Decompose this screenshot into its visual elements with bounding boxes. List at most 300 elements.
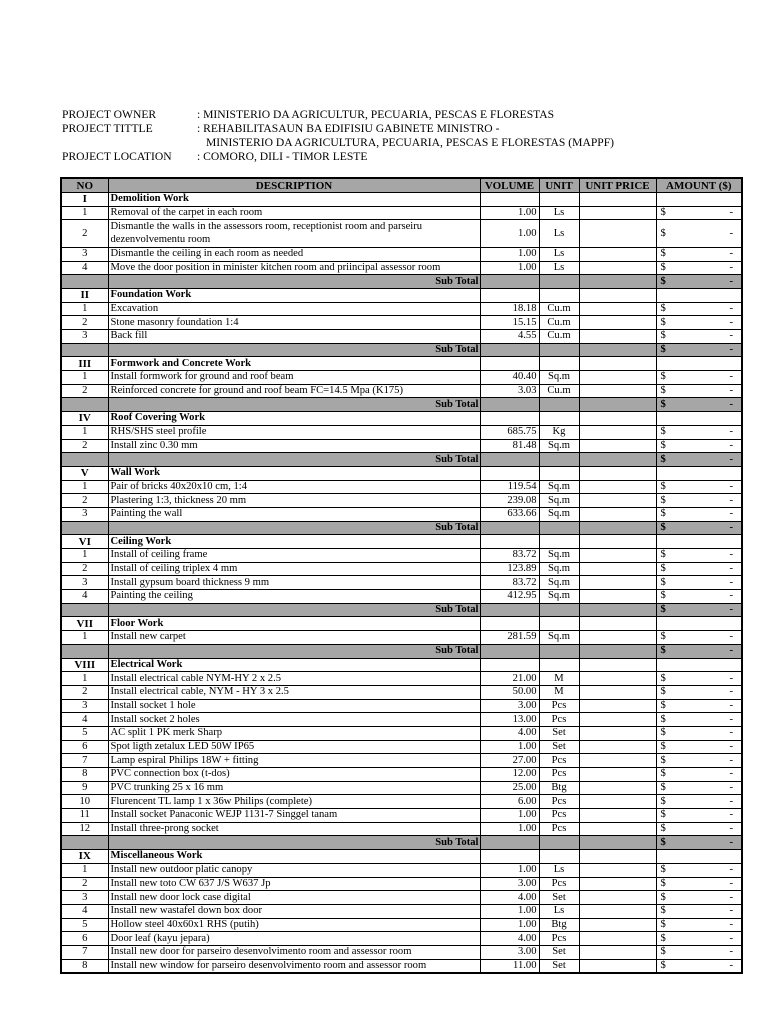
amount-cell xyxy=(656,658,742,672)
section-number: I xyxy=(61,193,108,207)
subtotal-unit xyxy=(539,836,579,850)
item-description: Pair of bricks 40x20x10 cm, 1:4 xyxy=(108,480,480,494)
currency-symbol: $ xyxy=(660,631,666,643)
amount-cell xyxy=(656,672,742,686)
currency-symbol: $ xyxy=(660,932,666,944)
table-row xyxy=(61,494,742,508)
item-number: 7 xyxy=(61,945,108,959)
item-description: Lamp espiral Philips 18W + fitting xyxy=(108,754,480,768)
amount-cell xyxy=(656,562,742,576)
amount-cell xyxy=(656,850,742,864)
amount-value xyxy=(659,344,740,356)
item-unit: M xyxy=(539,672,579,686)
table-row xyxy=(61,425,742,439)
item-description: Spot ligth zetalux LED 50W IP65 xyxy=(108,740,480,754)
item-volume: 1.00 xyxy=(480,261,539,275)
amount-dash: - xyxy=(729,227,733,239)
subtotal-row xyxy=(61,275,742,289)
amount-value xyxy=(659,522,740,534)
amount-value xyxy=(659,228,740,240)
amount-cell xyxy=(656,521,742,535)
amount-dash: - xyxy=(729,398,733,410)
item-number: 6 xyxy=(61,740,108,754)
table-row xyxy=(61,713,742,727)
item-description: Install electrical cable NYM-HY 2 x 2.5 xyxy=(108,672,480,686)
item-volume: 6.00 xyxy=(480,795,539,809)
amount-dash: - xyxy=(729,275,733,287)
table-row xyxy=(61,685,742,699)
subtotal-label: Sub Total xyxy=(108,644,480,658)
item-description: Stone masonry foundation 1:4 xyxy=(108,316,480,330)
item-number: 12 xyxy=(61,822,108,836)
amount-value xyxy=(659,686,740,698)
amount-dash: - xyxy=(729,864,733,876)
item-volume: 3.03 xyxy=(480,384,539,398)
amount-value xyxy=(659,796,740,808)
amount-cell xyxy=(656,220,742,248)
item-unit: Sq.m xyxy=(539,507,579,521)
item-unit: Pcs xyxy=(539,795,579,809)
subtotal-number xyxy=(61,343,108,357)
amount-cell xyxy=(656,480,742,494)
item-volume: 1.00 xyxy=(480,863,539,877)
item-unit-price xyxy=(579,439,656,453)
item-description: Painting the wall xyxy=(108,507,480,521)
amount-dash: - xyxy=(729,809,733,821)
amount-value xyxy=(659,276,740,288)
item-unit-price xyxy=(579,699,656,713)
table-row xyxy=(61,877,742,891)
currency-symbol: $ xyxy=(660,918,666,930)
item-description: Install new toto CW 637 J/S W637 Jp xyxy=(108,877,480,891)
subtotal-unit-price xyxy=(579,343,656,357)
amount-dash: - xyxy=(729,480,733,492)
currency-symbol: $ xyxy=(660,371,666,383)
table-row xyxy=(61,781,742,795)
section-row xyxy=(61,288,742,302)
currency-symbol: $ xyxy=(660,302,666,314)
table-row xyxy=(61,822,742,836)
amount-value xyxy=(659,809,740,821)
subtotal-volume xyxy=(480,275,539,289)
unit-cell xyxy=(539,658,579,672)
item-volume: 83.72 xyxy=(480,576,539,590)
currency-symbol: $ xyxy=(660,768,666,780)
amount-cell xyxy=(656,206,742,220)
section-title: Floor Work xyxy=(108,617,480,631)
item-volume: 50.00 xyxy=(480,685,539,699)
item-volume: 21.00 xyxy=(480,672,539,686)
item-description: Install socket 2 holes xyxy=(108,713,480,727)
amount-cell xyxy=(656,740,742,754)
project-owner-row xyxy=(62,108,614,122)
table-row xyxy=(61,809,742,823)
section-title: Ceiling Work xyxy=(108,535,480,549)
volume-cell xyxy=(480,288,539,302)
item-description: Back fill xyxy=(108,330,480,344)
item-number: 1 xyxy=(61,480,108,494)
table-row xyxy=(61,699,742,713)
item-number: 1 xyxy=(61,302,108,316)
item-number: 5 xyxy=(61,726,108,740)
table-row xyxy=(61,206,742,220)
table-row xyxy=(61,959,742,973)
item-number: 1 xyxy=(61,371,108,385)
subtotal-label: Sub Total xyxy=(108,453,480,467)
amount-cell xyxy=(656,959,742,973)
table-row xyxy=(61,261,742,275)
currency-symbol: $ xyxy=(660,782,666,794)
amount-cell xyxy=(656,822,742,836)
item-volume: 123.89 xyxy=(480,562,539,576)
amount-dash: - xyxy=(729,604,733,616)
item-unit-price xyxy=(579,822,656,836)
item-description: Install new carpet xyxy=(108,631,480,645)
table-body xyxy=(61,193,742,974)
amount-value xyxy=(659,440,740,452)
item-unit: Sq.m xyxy=(539,439,579,453)
amount-dash: - xyxy=(729,302,733,314)
unit-price-cell xyxy=(579,535,656,549)
amount-dash: - xyxy=(729,248,733,260)
amount-cell xyxy=(656,836,742,850)
subtotal-unit xyxy=(539,453,579,467)
subtotal-unit xyxy=(539,398,579,412)
table-row xyxy=(61,371,742,385)
amount-cell xyxy=(656,330,742,344)
amount-value xyxy=(659,768,740,780)
item-volume: 12.00 xyxy=(480,768,539,782)
item-number: 2 xyxy=(61,384,108,398)
item-description: Install socket Panaconic WEJP 1131-7 Singgel tanam xyxy=(108,809,480,823)
item-unit-price xyxy=(579,507,656,521)
item-unit-price xyxy=(579,371,656,385)
item-number: 7 xyxy=(61,754,108,768)
table-row xyxy=(61,247,742,261)
subtotal-row xyxy=(61,603,742,617)
amount-value xyxy=(659,673,740,685)
unit-cell xyxy=(539,193,579,207)
section-number: IV xyxy=(61,412,108,426)
amount-value xyxy=(659,741,740,753)
volume-cell xyxy=(480,357,539,371)
subtotal-volume xyxy=(480,603,539,617)
amount-value xyxy=(659,878,740,890)
item-unit-price xyxy=(579,863,656,877)
item-volume: 83.72 xyxy=(480,549,539,563)
subtotal-number xyxy=(61,603,108,617)
amount-dash: - xyxy=(729,823,733,835)
item-description: Door leaf (kayu jepara) xyxy=(108,932,480,946)
amount-dash: - xyxy=(729,713,733,725)
amount-cell xyxy=(656,590,742,604)
item-description: Install of ceiling frame xyxy=(108,549,480,563)
item-volume: 3.00 xyxy=(480,945,539,959)
currency-symbol: $ xyxy=(660,261,666,273)
table-row xyxy=(61,549,742,563)
unit-price-cell xyxy=(579,288,656,302)
subtotal-unit-price xyxy=(579,603,656,617)
amount-cell xyxy=(656,384,742,398)
item-unit-price xyxy=(579,672,656,686)
amount-dash: - xyxy=(729,371,733,383)
header-amount: AMOUNT ($) xyxy=(656,178,742,193)
amount-cell xyxy=(656,439,742,453)
amount-dash: - xyxy=(729,877,733,889)
project-info xyxy=(62,108,614,164)
subtotal-unit xyxy=(539,275,579,289)
item-unit-price xyxy=(579,220,656,248)
item-unit-price xyxy=(579,590,656,604)
amount-value xyxy=(659,563,740,575)
amount-cell xyxy=(656,576,742,590)
item-number: 8 xyxy=(61,768,108,782)
amount-value xyxy=(659,823,740,835)
item-unit: Ls xyxy=(539,261,579,275)
subtotal-unit-price xyxy=(579,398,656,412)
item-description: Install new door for parseiro desenvolvimento room and assessor room xyxy=(108,945,480,959)
amount-dash: - xyxy=(729,946,733,958)
section-row xyxy=(61,617,742,631)
item-description: Dismantle the walls in the assessors room, receptionist room and parseiru dezenvolvementu room xyxy=(108,220,480,248)
section-row xyxy=(61,850,742,864)
amount-dash: - xyxy=(729,645,733,657)
currency-symbol: $ xyxy=(660,590,666,602)
item-unit-price xyxy=(579,932,656,946)
table-header-row xyxy=(61,178,742,193)
amount-dash: - xyxy=(729,782,733,794)
subtotal-unit xyxy=(539,343,579,357)
table-row xyxy=(61,863,742,877)
amount-dash: - xyxy=(729,385,733,397)
amount-value xyxy=(659,960,740,972)
item-volume: 1.00 xyxy=(480,809,539,823)
item-volume: 1.00 xyxy=(480,904,539,918)
item-number: 2 xyxy=(61,562,108,576)
item-description: Excavation xyxy=(108,302,480,316)
amount-value xyxy=(659,700,740,712)
amount-cell xyxy=(656,699,742,713)
subtotal-unit-price xyxy=(579,275,656,289)
amount-dash: - xyxy=(729,426,733,438)
unit-price-cell xyxy=(579,466,656,480)
subtotal-unit xyxy=(539,603,579,617)
section-number: VI xyxy=(61,535,108,549)
amount-value xyxy=(659,590,740,602)
item-volume: 40.40 xyxy=(480,371,539,385)
table-row xyxy=(61,590,742,604)
volume-cell xyxy=(480,850,539,864)
item-volume: 25.00 xyxy=(480,781,539,795)
volume-cell xyxy=(480,535,539,549)
item-volume: 1.00 xyxy=(480,822,539,836)
currency-symbol: $ xyxy=(660,604,666,616)
amount-value xyxy=(659,508,740,520)
section-title: Miscellaneous Work xyxy=(108,850,480,864)
amount-cell xyxy=(656,549,742,563)
project-title-row-continued xyxy=(62,136,614,150)
item-number: 3 xyxy=(61,891,108,905)
item-unit: Pcs xyxy=(539,932,579,946)
currency-symbol: $ xyxy=(660,754,666,766)
item-unit: Cu.m xyxy=(539,330,579,344)
subtotal-label: Sub Total xyxy=(108,398,480,412)
header-volume: VOLUME xyxy=(480,178,539,193)
item-volume: 4.00 xyxy=(480,891,539,905)
unit-cell xyxy=(539,535,579,549)
amount-cell xyxy=(656,494,742,508)
amount-cell xyxy=(656,685,742,699)
item-volume: 119.54 xyxy=(480,480,539,494)
currency-symbol: $ xyxy=(660,480,666,492)
volume-cell xyxy=(480,193,539,207)
volume-cell xyxy=(480,466,539,480)
project-owner-value: : MINISTERIO DA AGRICULTUR, PECUARIA, PESCAS E FLORESTAS xyxy=(197,108,555,121)
table-row xyxy=(61,480,742,494)
amount-value xyxy=(659,782,740,794)
amount-dash: - xyxy=(729,959,733,971)
amount-cell xyxy=(656,275,742,289)
section-title: Formwork and Concrete Work xyxy=(108,357,480,371)
subtotal-unit-price xyxy=(579,453,656,467)
item-unit-price xyxy=(579,781,656,795)
item-number: 11 xyxy=(61,809,108,823)
item-description: Install three-prong socket xyxy=(108,822,480,836)
item-volume: 4.00 xyxy=(480,726,539,740)
currency-symbol: $ xyxy=(660,508,666,520)
amount-cell xyxy=(656,754,742,768)
subtotal-volume xyxy=(480,453,539,467)
unit-price-cell xyxy=(579,617,656,631)
table-row xyxy=(61,918,742,932)
amount-dash: - xyxy=(729,754,733,766)
item-number: 3 xyxy=(61,247,108,261)
item-description: Install of ceiling triplex 4 mm xyxy=(108,562,480,576)
header-unit-price: UNIT PRICE xyxy=(579,178,656,193)
unit-cell xyxy=(539,412,579,426)
item-unit: Ls xyxy=(539,206,579,220)
amount-value xyxy=(659,604,740,616)
amount-dash: - xyxy=(729,330,733,342)
item-description: Plastering 1:3, thickness 20 mm xyxy=(108,494,480,508)
currency-symbol: $ xyxy=(660,727,666,739)
amount-cell xyxy=(656,247,742,261)
amount-value xyxy=(659,317,740,329)
subtotal-row xyxy=(61,521,742,535)
item-description: Dismantle the ceiling in each room as needed xyxy=(108,247,480,261)
header-description: DESCRIPTION xyxy=(108,178,480,193)
currency-symbol: $ xyxy=(660,809,666,821)
table-row xyxy=(61,439,742,453)
currency-symbol: $ xyxy=(660,521,666,533)
item-number: 2 xyxy=(61,685,108,699)
amount-cell xyxy=(656,932,742,946)
amount-value xyxy=(659,919,740,931)
item-unit-price xyxy=(579,726,656,740)
amount-value xyxy=(659,481,740,493)
item-volume: 4.00 xyxy=(480,932,539,946)
amount-dash: - xyxy=(729,508,733,520)
volume-cell xyxy=(480,617,539,631)
item-unit-price xyxy=(579,576,656,590)
item-unit: Sq.m xyxy=(539,549,579,563)
item-number: 9 xyxy=(61,781,108,795)
amount-cell xyxy=(656,288,742,302)
item-unit: Sq.m xyxy=(539,562,579,576)
item-unit-price xyxy=(579,494,656,508)
currency-symbol: $ xyxy=(660,248,666,260)
item-number: 2 xyxy=(61,494,108,508)
item-number: 1 xyxy=(61,549,108,563)
currency-symbol: $ xyxy=(660,823,666,835)
amount-value xyxy=(659,549,740,561)
amount-dash: - xyxy=(729,563,733,575)
item-description: PVC trunking 25 x 16 mm xyxy=(108,781,480,795)
item-unit-price xyxy=(579,945,656,959)
amount-value xyxy=(659,864,740,876)
unit-cell xyxy=(539,466,579,480)
item-volume: 18.18 xyxy=(480,302,539,316)
item-description: AC split 1 PK merk Sharp xyxy=(108,726,480,740)
currency-symbol: $ xyxy=(660,385,666,397)
section-row xyxy=(61,193,742,207)
amount-cell xyxy=(656,713,742,727)
item-unit: Cu.m xyxy=(539,316,579,330)
currency-symbol: $ xyxy=(660,877,666,889)
item-description: Hollow steel 40x60x1 RHS (putih) xyxy=(108,918,480,932)
amount-value xyxy=(659,755,740,767)
currency-symbol: $ xyxy=(660,344,666,356)
item-unit-price xyxy=(579,904,656,918)
subtotal-number xyxy=(61,398,108,412)
amount-cell xyxy=(656,193,742,207)
amount-cell xyxy=(656,617,742,631)
item-unit-price xyxy=(579,713,656,727)
amount-value xyxy=(659,207,740,219)
item-unit: Ls xyxy=(539,220,579,248)
item-volume: 15.15 xyxy=(480,316,539,330)
item-number: 4 xyxy=(61,713,108,727)
section-title: Foundation Work xyxy=(108,288,480,302)
amount-cell xyxy=(656,768,742,782)
currency-symbol: $ xyxy=(660,836,666,848)
item-number: 4 xyxy=(61,590,108,604)
amount-value xyxy=(659,631,740,643)
item-number: 2 xyxy=(61,220,108,248)
item-unit-price xyxy=(579,918,656,932)
amount-value xyxy=(659,303,740,315)
table-row xyxy=(61,726,742,740)
bill-of-quantities-table xyxy=(60,177,743,974)
item-unit: Pcs xyxy=(539,713,579,727)
table-row xyxy=(61,330,742,344)
item-unit: Sq.m xyxy=(539,631,579,645)
amount-value xyxy=(659,426,740,438)
item-unit: M xyxy=(539,685,579,699)
table-row xyxy=(61,932,742,946)
currency-symbol: $ xyxy=(660,563,666,575)
currency-symbol: $ xyxy=(660,398,666,410)
subtotal-label: Sub Total xyxy=(108,836,480,850)
subtotal-unit-price xyxy=(579,836,656,850)
item-unit-price xyxy=(579,261,656,275)
item-unit: Sq.m xyxy=(539,480,579,494)
item-unit: Pcs xyxy=(539,809,579,823)
amount-value xyxy=(659,946,740,958)
section-title: Electrical Work xyxy=(108,658,480,672)
amount-value xyxy=(659,248,740,260)
item-volume: 81.48 xyxy=(480,439,539,453)
